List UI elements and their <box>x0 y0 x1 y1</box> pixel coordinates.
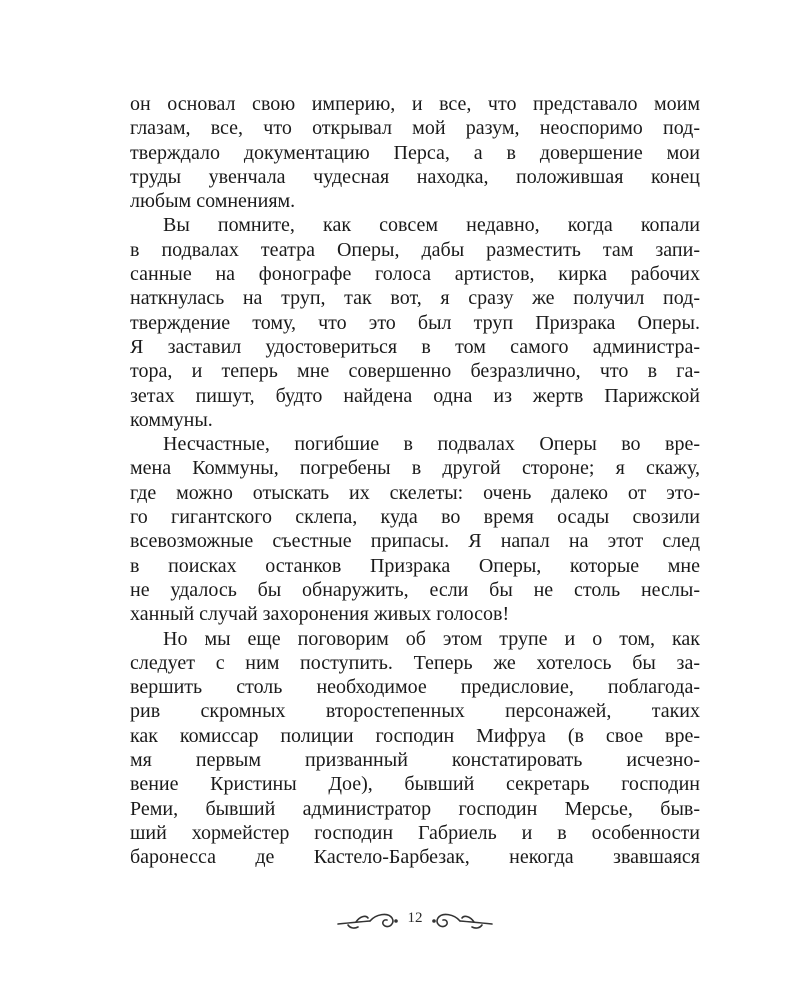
text-line: Реми, бывший администратор господин Мерсье, быв- <box>130 797 700 820</box>
text-line: Вы помните, как совсем недавно, когда копали <box>163 214 700 237</box>
text-line: коммуны. <box>130 408 213 431</box>
text-line: ханный случай захоронения живых голосов! <box>130 603 510 626</box>
text-line: как комиссар полиции господин Мифруа (в свое вре- <box>130 724 700 747</box>
text-line: всевозможные съестные припасы. Я напал на этот след <box>130 530 700 553</box>
left-flourish-icon <box>336 906 400 936</box>
text-line: санные на фонографе голоса артистов, кирка рабочих <box>130 263 700 286</box>
text-line: мена Коммуны, погребены в другой стороне; я скажу, <box>130 457 700 480</box>
text-line: не удалось бы обнаружить, если бы не столь неслы- <box>130 578 700 601</box>
text-line: вение Кристины Дое), бывший секретарь господин <box>130 773 700 796</box>
text-line: мя первым призванный констатировать исчезно- <box>130 749 700 772</box>
page-footer <box>0 906 800 940</box>
text-line: Несчастные, погибшие в подвалах Оперы во вре- <box>163 433 700 456</box>
text-line: вершить столь необходимое предисловие, поблагода- <box>130 676 700 699</box>
page-number: 12 <box>407 910 423 926</box>
text-line: любым сомнениям. <box>130 190 296 213</box>
text-line: баронесса де Кастело-Барбезак, некогда звавшаяся <box>130 846 700 869</box>
text-line: следует с ним поступить. Теперь же хотелось бы за- <box>130 651 700 674</box>
text-line: тверждение тому, что это был труп Призрака Оперы. <box>130 311 700 334</box>
text-line: в поисках останков Призрака Оперы, которые мне <box>130 554 700 577</box>
text-line: в подвалах театра Оперы, дабы разместить там запи- <box>130 238 700 261</box>
text-line: Я заставил удостовериться в том самого администра- <box>130 335 700 358</box>
body-text <box>130 92 700 870</box>
text-line: он основал свою империю, и все, что представало моим <box>130 93 700 115</box>
text-line: наткнулась на труп, так вот, я сразу же получил под- <box>130 287 700 310</box>
text-line: го гигантского склепа, куда во время осады свозили <box>130 506 700 529</box>
text-line: где можно отыскать их скелеты: очень далеко от это- <box>130 481 700 504</box>
text-line: глазам, все, что открывал мой разум, неоспоримо под- <box>130 117 700 140</box>
text-line: тверждало документацию Перса, а в довершение мои <box>130 141 700 164</box>
text-line: зетах пишут, будто найдена одна из жертв Парижской <box>130 384 700 407</box>
text-line: ший хормейстер господин Габриель и в особенности <box>130 821 700 844</box>
text-line: Но мы еще поговорим об этом трупе и о том, как <box>163 627 700 650</box>
text-line: рив скромных второстепенных персонажей, таких <box>130 700 700 723</box>
text-line: труды увенчала чудесная находка, положившая конец <box>130 165 700 188</box>
right-flourish-icon <box>430 906 494 936</box>
text-line: тора, и теперь мне совершенно безразлично, что в га- <box>130 360 700 383</box>
